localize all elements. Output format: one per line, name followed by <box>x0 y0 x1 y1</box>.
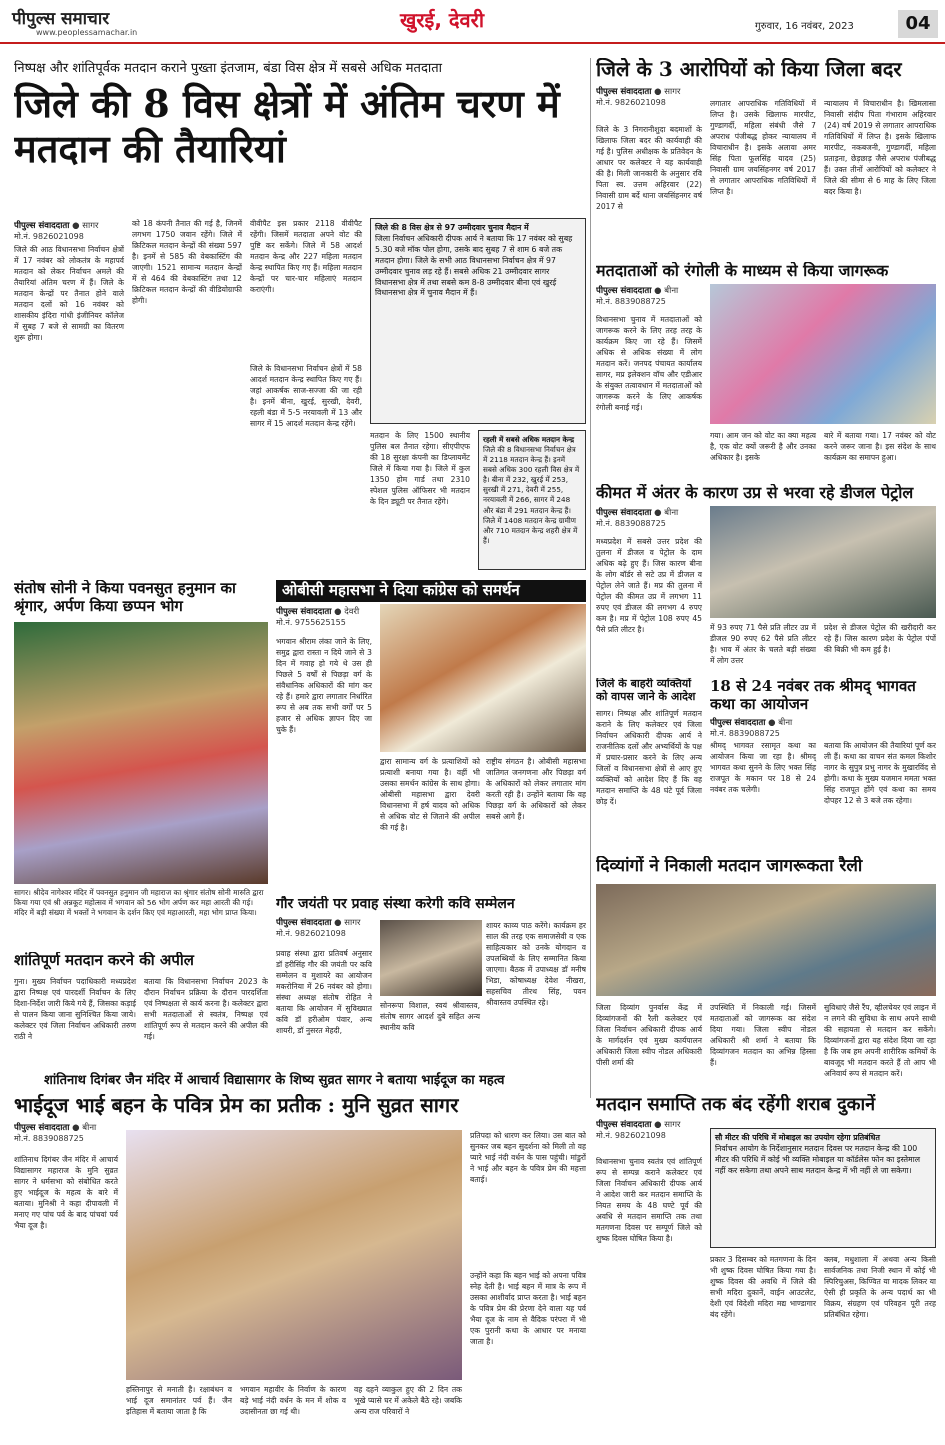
divyang-col-1: जिला दिव्यांग पुनर्वास केंद्र में दिव्यांगजनों की रैली कलेक्टर एवं जिला निर्वाचन अधिकारी दीपक आर्य के मार्गदर्शन एवं मुख्य कार्यपालन अधिकारी जिला स्वीप नोडल अधिकारी पीसी शर्मा की <box>596 1003 702 1067</box>
rangoli-col-2: गया। आम जन को वोट का क्या महत्व है, एक वोट क्यों जरूरी है और उनका अधिकार है। इसके <box>710 431 816 462</box>
rangoli-mobile: मो.नं. 8839088725 <box>596 296 666 306</box>
bhaidooj-mobile: मो.नं. 8839088725 <box>14 1133 84 1143</box>
bado-mobile: मो.नं. 9826021098 <box>596 97 666 107</box>
divyang-col-2: उपस्थिति में निकाली गई। जिसमें मतदाताओं को जागरूक का संदेश दिया गया। जिला स्वीप नोडल अधिकारी श्री शर्मा ने बताया कि दिव्यांगजन मतदान का अभिन्न हिस्सा हैं। <box>710 1003 816 1067</box>
bhaidooj-col-6: उन्होंने कहा कि बहन भाई को अपना पवित्र स्नेह देती है। भाई बहन में मात्र के रूप में उसका आशीर्वाद प्राप्त करता है। भाई बहन के पवित्र प्रेम की प्रेरणा देने वाला यह पर्व भैया दूज के नाम से वैदिक परंपरा में भी एक पुरानी कथा के आधार पर मनाया जाता है। <box>470 1271 586 1346</box>
diesel-col-3: प्रदेश से डीजल पेट्रोल की खरीदारी कर रहे हैं। जिस कारण प्रदेश के पेट्रोल पंपों की बिक्री भी कम हुई है। <box>824 623 936 654</box>
bado-article <box>596 58 936 258</box>
shanti-article <box>14 952 268 1062</box>
page-header <box>0 0 945 44</box>
divyang-col-3: सुविधाएं जैसे रैंप, व्हीलचेयर एवं लाइन में न लगने की सुविधा के साथ अपने साथी की सहायता से मतदान कर सकेंगे। दिव्यांगजनों द्वारा यह संदेश दिया जा रहा है कि जब हम अपनी शारीरिक कमियों के बावजूद भी मतदान करते हैं तो आप भी अनिवार्य रूप से मतदान करें। <box>824 1003 936 1078</box>
page-number: 04 <box>898 10 938 38</box>
lead-col-4: जिले के विधानसभा निर्वाचन क्षेत्रों में 58 आदर्श मतदान केन्द्र स्थापित किए गए हैं। जहां आकर्षक साज-सज्जा की जा रही है। इनमें बीना, खुरई, सुरखी, देवरी, रहली बंडा में 5-5 नरयावली में 13 और सागर में 15 आदर्श मतदान केन्द्र रहेंगे। <box>250 364 362 428</box>
bhaidooj-col-5: प्रतिपदा को धारण कर लिया। उस बात को सुनकर जब बहन सुदर्शना को मिली तो वह प्यारे भाई नंदी वर्धन के पास पहुंची। मांडुरों ने भाई और बहन के पवित्र प्रेम की महत्ता बताई। <box>470 1131 586 1184</box>
bhagwat-headline: 18 से 24 नवंबर तक श्रीमद् भागवत कथा का आयोजन <box>710 678 916 713</box>
gaur-byline: पीपुल्स संवाददाता ● सागर <box>276 917 361 928</box>
bado-headline: जिले के 3 आरोपियों को किया जिला बदर <box>596 58 902 81</box>
lead-infobox <box>370 218 586 424</box>
obc-col-2: द्वारा सामान्य वर्ग के प्रत्याशियों को प्रत्याशी बनाया गया है। वहीं भी उसका समर्थन कांग्रेस के साथ होगा। ओबीसी महासभा द्वारा देवरी विधानसभा में हर्ष यादव को अधिक से अधिक वोट से जिताने की अपील की गई है। <box>380 757 480 832</box>
masthead: पीपुल्स समाचार <box>12 9 110 29</box>
rangoli-photo <box>710 284 936 424</box>
diesel-col-2: में 93 रुपए 71 पैसे प्रति लीटर उप्र में डीजल 90 रुपए 62 पैसे प्रति लीटर है। भाव में अंतर के चलते बड़ी संख्या में लोग उत्तर <box>710 623 816 665</box>
shanti-col-2: बताया कि विधानसभा निर्वाचन 2023 के दौरान निर्वाचन प्रक्रिया के दौरान पारदर्शिता एवं निष्पक्षता से कार्य करना है। कलेक्टर द्वारा सभी मतदाताओं से स्वतंत्र, निष्पक्ष एवं शांतिपूर्ण रूप से मतदान करने की अपील की गई। <box>144 977 268 1041</box>
lead-infobox-title: जिले की 8 विस क्षेत्र से 97 उम्मीदवार चुनाव मैदान में <box>375 223 529 232</box>
obc-col-1: भगवान श्रीराम लंका जाने के लिए, समुद्र द्वारा रास्ता न दिये जाने से 3 दिन में गवाह हो गये थे उस ही पिछले 5 वर्षों से पिछड़ा वर्ग के संवैधानिक अधिकारों की मांग कर रहे हैं। हमारे द्वारा लगातार निर्धारित रूप से अब तक सभी वर्गों पर 5 हजार से अधिक ज्ञापन दिए जा चुके हैं। <box>276 637 372 734</box>
sharab-infobox <box>710 1128 936 1248</box>
bhagwat-byline: पीपुल्स संवाददाता ● बीना <box>710 718 793 729</box>
column-rule <box>590 58 591 1098</box>
bado-byline: पीपुल्स संवाददाता ● सागर <box>596 86 681 97</box>
lead-col-2: को 18 कंपनी तैनात की गई है, जिनमें लगभग 1750 जवान रहेंगे। जिले में क्रिटिकल मतदान केन्द्रों की संख्या 597 है। इनमें से 585 की वेबकास्टिंग की जाएगी। 1521 सामान्य मतदान केन्द्रों में से 464 की वेबकास्टिंग तथा 12 क्रिटिकल मतदान केन्द्रों की वीडियोग्राफी होगी। <box>132 219 242 305</box>
sharab-infobox-title: सौ मीटर की परिधि में मोबाइल का उपयोग रहेगा प्रतिबंधित <box>715 1133 880 1142</box>
diesel-mobile: मो.नं. 8839088725 <box>596 518 666 528</box>
section-title: खुरई, देवरी <box>400 8 485 32</box>
bhagwat-article <box>710 678 936 856</box>
bhaidooj-col-4: वह दहने व्याकुल हुए की 2 दिन तक भूखे प्यासे घर में अकेले बैठे रहे। जबकि अन्य राज परिवारों ने <box>354 1385 462 1416</box>
sharab-article <box>596 1094 936 1442</box>
gaur-mobile: मो.नं. 9826021098 <box>276 928 346 938</box>
lead-infobox-2-text: जिले की 8 विधानसभा निर्वाचन क्षेत्र में 2118 मतदान केन्द्र हैं। इनमें सबसे अधिक 300 रहली विस क्षेत्र में है। बीना में 232, खुरई में 253, सुरखी में 271, देवरी में 255, नरयावली में 266, सागर में 248 और बंडा में 291 मतदान केन्द्र हैं। जिले में 1408 मतदान केन्द्र ग्रामीण और 710 मतदान केन्द्र शहरी क्षेत्र में हैं। <box>483 445 580 545</box>
issue-date: गुरुवार, 16 नवंबर, 2023 <box>755 21 854 32</box>
obc-mobile: मो.नं. 9755625155 <box>276 617 346 627</box>
gaur-col-1: प्रवाह संस्था द्वारा प्रतिवर्ष अनुसार डॉ हरीसिंह गौर की जयंती पर कवि सम्मेलन व मुशायरे का आयोजन मकरोनिया में 26 नवंबर को होगा। संस्था अध्यक्ष संतोष रोहित ने बताया कि आयोजन में सुविख्यात कवि डॉ हरीओम पंवार, अन्य शायरी, डॉ नुसरत मेहदी, <box>276 949 372 1035</box>
sharab-byline: पीपुल्स संवाददाता ● सागर <box>596 1120 681 1131</box>
bhaidooj-col-1: शांतिनाथ दिगंबर जैन मंदिर में आचार्य विद्यासागर महाराज के मुनि सुव्रत सागर ने धर्मसभा को संबोधित करते हुए भाईदूज के महत्व के बारे में बताया। मुनिश्री ने कहा दीपावली में मनाए गए पांच पर्व के बाद पांचवां पर्व भैया दूज है। <box>14 1155 118 1230</box>
lead-col-3: वीवीपैट इस प्रकार 2118 वीवीपैट रहेंगी। जिसमें मतदाता अपने वोट की पुष्टि कर सकेंगे। जिले में 58 आदर्श मतदान केन्द्र और 227 महिला मतदान केन्द्र स्थापित किए गए हैं। महिला मतदान केन्द्रों पर चार-चार महिलाएं मतदान कराएंगी। <box>250 219 362 294</box>
rangoli-byline: पीपुल्स संवाददाता ● बीना <box>596 285 679 296</box>
diesel-article <box>596 484 936 674</box>
sharab-infobox-text: निर्वाचन आयोग के निर्देशानुसार मतदान दिवस पर मतदान केन्द्र की 100 मीटर की परिधि में कोई भी व्यक्ति मोबाइल या कॉर्डलेस फोन का इस्तेमाल नहीं कर सकेगा तथा अपने साथ मतदान केन्द्र में भी नहीं ले जा सकेगा। <box>715 1143 921 1175</box>
obc-photo <box>380 604 586 752</box>
lead-byline: पीपुल्स संवाददाता ● सागर <box>14 221 99 231</box>
muni-photo <box>126 1130 462 1380</box>
petrol-pump-photo <box>710 506 936 618</box>
gaur-col-3: शायर काव्य पाठ करेंगे। कार्यक्रम हर साल की तरह एक समाजसेवी व एक साहित्यकार को उनके योगदान व उपलब्धियों के लिए सम्मानित किया जाएगा। बैठक में उपाध्यक्ष डॉ मनीष भिडा, कोषाध्यक्ष देवेश नीखरा, सहसचिव तीरथ सिंह, पवन श्रीवास्तव उपस्थित रहे। <box>486 921 586 1007</box>
diesel-headline: कीमत में अंतर के कारण उप्र से भरवा रहे डीजल पेट्रोल <box>596 484 914 502</box>
gaur-article <box>276 896 586 1062</box>
obc-article <box>276 580 586 892</box>
lead-kicker: निष्पक्ष और शांतिपूर्वक मतदान कराने पुख्ता इंतजाम, बंडा विस क्षेत्र में सबसे अधिक मतदाता <box>14 61 442 76</box>
mid-kicker: शांतिनाथ दिगंबर जैन मंदिर में आचार्य विद्यासागर के शिष्य सुव्रत सागर ने बताया भाईदूज का महत्व <box>44 1073 505 1088</box>
bahari-article <box>596 678 702 856</box>
bhagwat-col-1: श्रीमद् भागवत रसामृत कथा का आयोजन किया जा रहा है। श्रीमद् भागवत कथा सुनने के लिए भक्त सिंह राजपूत के मकान पर 18 से 24 नवंबर तक चलेगी। <box>710 741 816 794</box>
lead-headline: जिले की 8 विस क्षेत्रों में अंतिम चरण में मतदान की तैयारियां <box>14 81 560 171</box>
lead-infobox-2-title: रहली में सबसे अधिक मतदान केन्द्र <box>483 435 575 444</box>
lead-col-5: मतदान के लिए 1500 स्थानीय पुलिस बल तैनात रहेगा। सीएपीएफ की 18 सुरक्षा कंपनी का डिप्लायमेंट जिले में किया गया है। जिले में कुल 1350 होम गार्ड तथा 2310 स्पेशल पुलिस ऑफिसर भी मतदान के दिन ड्यूटी पर तैनात रहेंगे। <box>370 431 470 506</box>
sharab-headline: मतदान समाप्ति तक बंद रहेंगी शराब दुकानें <box>596 1094 876 1115</box>
bado-col-1: जिले के 3 निगरानीशुदा बदमाशों के खिलाफ जिला बदर की कार्यवाही की गई है। पुलिस अधीक्षक के प्रतिवेदन के आधार पर कलेक्टर ने यह कार्यवाही की है। मिली जानकारी के अनुसार रवि पिता स्व. उत्तम अहिरवार (22) निवासी ग्राम बर्दे थाना जयसिंहनगर वर्ष 2017 से <box>596 125 702 211</box>
gaur-col-2: सोनरूपा विशाल, स्वयं श्रीवास्तव, संतोष सागर आदर्श दुबे सहित अन्य स्थानीय कवि <box>380 1001 480 1032</box>
masthead-url: www.peoplessamachar.in <box>36 28 138 37</box>
gaur-headline: गौर जयंती पर प्रवाह संस्था करेगी कवि सम्मेलन <box>276 896 515 912</box>
divyang-article <box>596 856 936 1096</box>
hanuman-photo <box>14 622 268 884</box>
rangoli-article <box>596 262 936 482</box>
diesel-col-1: मध्यप्रदेश में सबसे उत्तर प्रदेश की तुलना में डीजल व पेट्रोल के दाम अधिक बढ़े हुए हैं। जिस कारण बीना के लोग बॉर्डर से सटे उप्र में डीजल व पेट्रोल लेने जाते हैं। मप्र की तुलना में पेट्रोल की कीमत उप्र में लगभग 11 रुपए एवं डीजल की लगभग 4 रुपए कम है। मप्र में पेट्रोल 108 रुपए 45 पैसे प्रति लीटर है। <box>596 537 702 634</box>
hanuman-caption: सागर। श्रीदेव नागेश्वर मंदिर में पवनसुत हनुमान जी महाराज का श्रृंगार संतोष सोनी मारुति द्वारा किया गया एवं श्री अन्नकूट महोत्सव में भगवान को 56 भोग अर्पण कर महा आरती की गई। मंदिर में बड़ी संख्या में भक्तों ने भगवान के दर्शन किए एवं महाआरती, महा भोग प्राप्त किया। <box>14 888 264 917</box>
rangoli-headline: मतदाताओं को रंगोली के माध्यम से किया जागरूक <box>596 262 889 280</box>
sharab-col-2: प्रकार 3 दिसम्बर को मतगणना के दिन भी शुष्क दिवस घोषित किया गया है। शुष्क दिवस की अवधि में जिले की सभी मदिरा दुकानें, वाईन आउटलेट, देशी एवं विदेशी मदिरा मद्य भाण्डागार बंद रहेंगे। <box>710 1255 816 1319</box>
hanuman-headline: संतोष सोनी ने किया पवनसुत हनुमान का श्रृंगार, अर्पण किया छप्पन भोग <box>14 580 236 615</box>
bado-col-3: न्यायालय में विचाराधीन है। खिमलासा निवासी संदीप पिता गंभाराम अहिरवार (24) वर्ष 2019 से लगातार आपराधिक गतिविधियों में लिप्त है। इसके खिलाफ मारपीट, नकबजनी, गुण्डागर्दी, महिला प्रताड़ना, छेड़छाड़ जैसे अपराध पंजीबद्ध हैं। उक्त तीनों आरोपियों को कलेक्टर ने जिले की सीमा से 6 माह के लिए जिला बदर किया है। <box>824 99 936 196</box>
bahari-body: सागर। निष्पक्ष और शांतिपूर्ण मतदान कराने के लिए कलेक्टर एवं जिला निर्वाचन अधिकारी दीपक आर्य ने राजनीतिक दलों और अभ्यर्थियों के पक्ष में प्रचार-प्रसार करने के लिए अन्य जिलों व विधानसभा क्षेत्रों से आए हुए व्यक्तियों को आदेश दिए हैं कि वह मतदान समाप्ति के 48 घंटे पूर्व जिला छोड़ दें। <box>596 708 702 806</box>
lead-infobox-text: जिला निर्वाचन अधिकारी दीपक आर्य ने बताया कि 17 नवंबर को सुबह 5.30 बजे मॉक पोल होगा, उसके बाद सुबह 7 से शाम 6 बजे तक मतदान होगा। जिले के सभी आठ विधानसभा निर्वाचन क्षेत्र में 97 उम्मीदवार चुनाव लड़ रहे हैं। सबसे अधिक 21 उम्मीदवार सागर विधानसभा क्षेत्र में तथा सबसे कम 8-8 उम्मीदवार बीना एवं खुरई विधानसभा क्षेत्र में चुनाव मैदान में हैं। <box>375 233 573 298</box>
sharab-mobile: मो.नं. 9826021098 <box>596 1131 666 1141</box>
bhaidooj-article <box>14 1094 586 1442</box>
lead-col-1: जिले की आठ विधानसभा निर्वाचन क्षेत्रों में 17 नवंबर को लोकतंत्र के महापर्व मतदान को लेकर निर्वाचन अमले की तैयारियां अंतिम चरण में हैं। जिले के मतदान केन्द्रों पर तैनात होने वाले मतदान दलों को 16 नवंबर को शासकीय इंदिरा गांधी इंजीनियर कॉलेज में सुबह 7 बजे से सामग्री का वितरण शुरू होगा। <box>14 245 124 342</box>
obc-col-3: राष्ट्रीय संगठन है। ओबीसी महासभा जातिगत जनगणना और पिछड़ा वर्ग के अधिकारों को लेकर लगातार मांग करती रही है। उन्होंने बताया कि वह पिछड़ा वर्ग के अधिकारों को लेकर सबसे आगे हैं। <box>486 757 586 821</box>
rangoli-col-1: विधानसभा चुनाव में मतदाताओं को जागरूक करने के लिए तरह तरह के कार्यक्रम किए जा रहे हैं। जिसमें अधिक से अधिक संख्या में लोग मतदान करें। जनपद पंचायत कार्यालय सागर, मप्र इलेक्शन वॉच और एडीआर के संयुक्त तत्वावधान में मतदाताओं को जागरूक करने के लिए आकर्षक रंगोली बनाई गई। <box>596 315 702 412</box>
bhaidooj-headline: भाईदूज भाई बहन के पवित्र प्रेम का प्रतीक : मुनि सुव्रत सागर <box>14 1094 459 1117</box>
obc-byline: पीपुल्स संवाददाता ● देवरी <box>276 606 360 617</box>
sharab-col-1: विधानसभा चुनाव स्वतंत्र एवं शांतिपूर्ण रूप से सम्पन्न कराने कलेक्टर एवं जिला निर्वाचन अधिकारी दीपक आर्य ने आदेश जारी कर मतदान समाप्ति के नियत समय के 48 घण्टे पूर्व की अवधि से मतदान समाप्ति तक तथा मतगणना दिवस पर सम्पूर्ण जिले को शुष्क दिवस घोषित किया है। <box>596 1157 702 1243</box>
lead-infobox-2 <box>478 430 586 570</box>
bhagwat-mobile: मो.नं. 8839088725 <box>710 729 780 739</box>
bhaidooj-byline: पीपुल्स संवाददाता ● बीना <box>14 1122 97 1133</box>
sharab-col-3: क्लब, मधुशाला में अथवा अन्य किसी सार्वजनिक तथा निजी स्थान में कोई भी स्पिरिचुअस, किण्वित या मादक लिकर या ऐसी ही प्रकृति के अन्य पदार्थ का भी विक्रय, संग्रहण एवं परिवहन पूरी तरह प्रतिबंधित रहेगा। <box>824 1255 936 1319</box>
bhaidooj-col-3: भगवान महावीर के निर्वाण के कारण बड़े भाई नंदी वर्धन के मन में शोक व उदासीनता छा गई थी। <box>240 1385 346 1416</box>
gaur-photo <box>380 920 482 996</box>
hanuman-article <box>14 580 268 948</box>
divyang-rally-photo <box>596 884 936 996</box>
diesel-byline: पीपुल्स संवाददाता ● बीना <box>596 507 679 518</box>
bhaidooj-col-2: हस्तिनापुर से मनाती है। रक्षाबंधन व भाई दूज समानांतर पर्व हैं। जैन इतिहास में बताया जाता है कि <box>126 1385 232 1416</box>
shanti-col-1: गुना। मुख्य निर्वाचन पदाधिकारी मध्यप्रदेश द्वारा निष्पक्ष एवं पारदर्शी निर्वाचन के लिए दिशा-निर्देश जारी किये गये हैं, जिसका कड़ाई से पालन किया जाना सुनिश्चित किया जाये। कलेक्टर एवं जिला निर्वाचन अधिकारी तरुण राठी ने <box>14 977 136 1041</box>
divyang-headline: दिव्यांगों ने निकाली मतदान जागरूकता रैली <box>596 856 863 876</box>
lead-mobile: मो.नं. 9826021098 <box>14 232 84 241</box>
bahari-headline: जिले के बाहरी व्यक्तियों को वापस जाने के आदेश <box>596 678 696 703</box>
rangoli-col-3: बारे में बताया गया। 17 नवंबर को वोट करने जरूर जाना है। इस संदेश के साथ कार्यक्रम का समापन हुआ। <box>824 431 936 462</box>
lead-article <box>14 58 586 578</box>
bhagwat-col-2: बताया कि आयोजन की तैयारियां पूर्ण कर ली हैं। कथा का वाचन संत कमल किशोर नागर के सुपुत्र प्रभु नागर के मुखारविंद से होगी। कथा के मुख्य यजमान ममता भक्त सिंह राजपूत होंगे एवं कथा का समय दोपहर 12 से 3 बजे तक रहेगा। <box>824 741 936 805</box>
bado-col-2: लगातार आपराधिक गतिविधियों में लिप्त है। उसके खिलाफ मारपीट, गुण्डागर्दी, महिला संबंधी जैसे 7 अपराध पंजीबद्ध होकर न्यायालय में विचाराधीन है। इसके अलावा अमर सिंह पिता फूलसिंह यादव (25) निवासी ग्राम जयसिंहनगर वर्ष 2017 से लगातार आपराधिक गतिविधियों में लिप्त है। <box>710 99 816 196</box>
shanti-headline: शांतिपूर्ण मतदान करने की अपील <box>14 952 194 969</box>
obc-headline: ओबीसी महासभा ने दिया कांग्रेस को समर्थन <box>276 580 586 602</box>
